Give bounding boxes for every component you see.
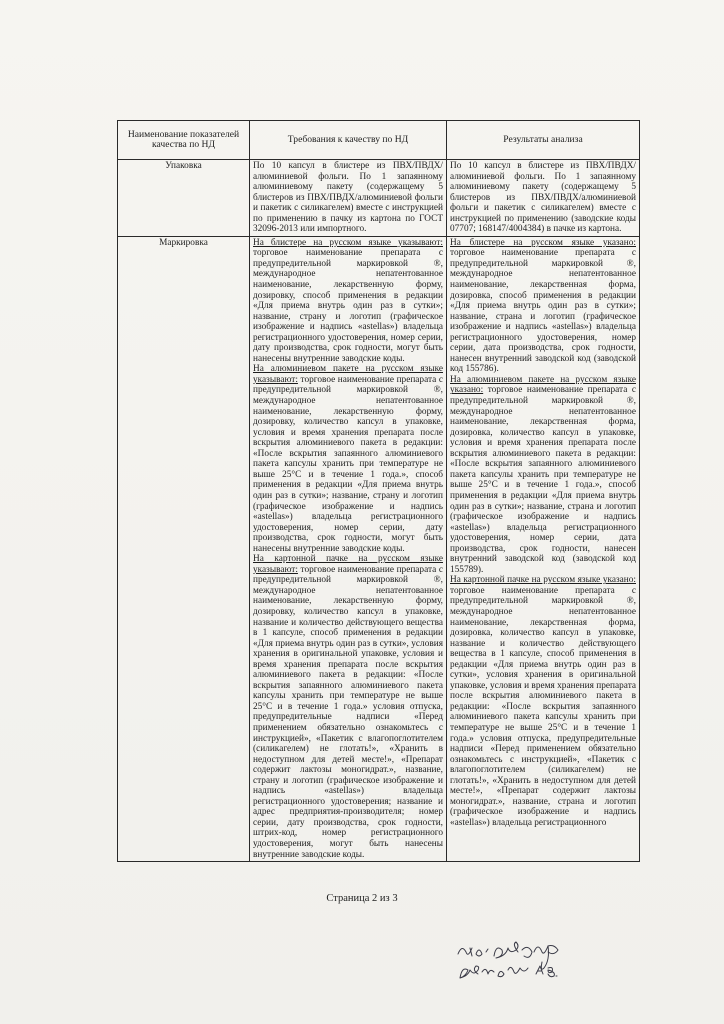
result-pouch-block (450, 375, 636, 575)
header-results: Результаты анализа (447, 121, 640, 160)
requirement-pouch-text: торговое наименование препарата с предупредительной маркировкой ®, международное непатентованное наименование, лекарственную форму, дозировку, количество капсул в упаковке, условия и время хранения препарата после вскрытия алюминиевого пакета в редакции: «После вскрытия запаянного алюминиевого пакета капсулы хранить при температуре не выше 25°С и в течение 1 года.», способ применения в редакции «Для приема внутрь один раз в сутки»; название, страну и логотип (графическое изображение и надпись «astellas») владельца регистрационного удостоверения, номер серии, дату производства, срок годности, могут быть нанесены внутренние заводские коды. (253, 374, 443, 554)
requirement-pouch-block (253, 364, 443, 554)
table-row-marking (118, 236, 640, 861)
result-packaging (447, 160, 640, 237)
requirement-carton-block (253, 554, 443, 860)
header-indicator: Наименование показателей качества по НД (118, 121, 250, 160)
requirement-blister-heading: На блистере на русском языке указывают: (253, 237, 443, 248)
result-carton-block (450, 575, 636, 828)
page-number: Страница 2 из 3 (326, 893, 398, 904)
requirement-marking (250, 236, 447, 861)
requirement-blister-text: торговое наименование препарата с предупредительной маркировкой ®, международное непатентованное наименование, лекарственную форму, дозировку, способ применения в редакции «Для приема внутрь один раз в сутки»; название, страну и логотип (графическое изображение и надпись «astellas») владельца регистрационного удостоверения, номер серии, дату производства, срок годности, могут быть нанесены внутренние заводские коды. (253, 248, 443, 364)
result-packaging-text: По 10 капсул в блистере из ПВХ/ПВДХ/алюминиевой фольги. По 1 запаянному алюминиевому пакету (содержащему 5 блистеров из ПВХ/ПВДХ/алюминиевой фольги и пакетик с силикагелем) вместе с инструкцией по применению (заводские коды 07707; 168147/4004384) в пачке из картона. (450, 161, 636, 235)
quality-analysis-table (117, 120, 640, 862)
result-pouch-heading: На алюминиевом пакете на русском языке указано: (450, 374, 636, 396)
requirement-carton-text: торговое наименование препарата с предупредительной маркировкой ®, международное непатентованное наименование, лекарственную форму, дозировку, количество капсул в упаковке, название и количество действующего вещества в 1 капсуле, способ применения в редакции «Для приема внутрь один раз в сутки», условия хранения в оригинальной упаковке, условия и время хранения препарата после вскрытия алюминиевого пакета в редакции: «После вскрытия запаянного алюминиевого пакета капсулы хранить при температуре не выше 25°С и в течение 1 года.» условия отпуска, предупредительные надписи «Перед применением обязательно ознакомьтесь с инструкцией», «Пакетик с влагопоглотителем (силикагелем) не глотать!», «Хранить в недоступном для детей месте!», «Препарат содержит лактозы моногидрат.», название, страну и логотип (графическое изображение и надпись «astellas») владельца регистрационного удостоверения; название и адрес предприятия-производителя; номер серии, дату производства, срок годности, штрих-код, номер регистрационного удостоверения, могут быть нанесены внутренние заводские коды. (253, 564, 443, 860)
header-requirements: Требования к качеству по НД (250, 121, 447, 160)
result-carton-text: торговое наименование препарата с предупредительной маркировкой ®, международное непатентованное наименование, лекарственная форма, дозировка, количество капсул в упаковке, название и количество действующего вещества в 1 капсуле, способ применения в редакции «Для приема внутрь один раз в сутки», условия хранения в оригинальной упаковке, условия и время хранения препарата после вскрытия алюминиевого пакета в редакции: «После вскрытия запаянного алюминиевого пакета капсулы хранить при температуре не выше 25°С и в течение 1 года.» условия отпуска, предупредительные надписи «Перед применением обязательно ознакомьтесь с инструкцией», «Пакетик с влагопоглотителем (силикагелем) не глотать!», «Хранить в недоступном для детей месте!», «Препарат содержит лактозы моногидрат.», название, страна и логотип (графическое изображение и надпись «astellas») владельца регистрационного (450, 585, 636, 828)
indicator-marking: Маркировка (118, 236, 250, 861)
result-blister-heading: На блистере на русском языке указано: (450, 237, 636, 248)
table-row-packaging (118, 160, 640, 237)
result-blister-text: торговое наименование препарата с предупредительной маркировкой ®, международное непатентованное наименование, лекарственная форма, дозировка, способ применения в редакции «Для приема внутрь один раз в сутки»; название, страна и логотип (графическое изображение и надпись «astellas») владельца регистрационного удостоверения, номер серии, дата производства, срок годности, нанесен внутренний заводской код (заводской код 155786). (450, 248, 636, 375)
handwritten-signature (452, 934, 592, 988)
table-header-row (118, 121, 640, 160)
result-carton-heading: На картонной пачке на русском языке указано: (450, 575, 636, 586)
result-marking (447, 236, 640, 861)
requirement-carton-heading: На картонной пачке на русском языке указывают: (253, 554, 443, 575)
requirement-packaging (250, 160, 447, 237)
requirement-pouch-heading: На алюминиевом пакете на русском языке указывают: (253, 364, 443, 385)
requirement-blister-block (253, 238, 443, 365)
result-blister-block (450, 238, 636, 375)
requirement-packaging-text: По 10 капсул в блистере из ПВХ/ПВДХ/алюминиевой фольги. По 1 запаянному алюминиевому пакету (содержащему 5 блистеров из ПВХ/ПВДХ/алюминиевой фольги и пакетик с силикагелем) вместе с инструкцией по применению в пачку из картона по ГОСТ 32096-2013 или импортного. (253, 161, 443, 235)
result-pouch-text: торговое наименование препарата с предупредительной маркировкой ®, международное непатентованное наименование, лекарственная форма, дозировка, количество капсул в упаковке, условия и время хранения препарата после вскрытия алюминиевого пакета в редакции: «После вскрытия запаянного алюминиевого пакета капсулы хранить при температуре не выше 25°С и в течение 1 года.», способ применения в редакции «Для приема внутрь один раз в сутки»; название, страна и логотип (графическое изображение и надпись «astellas») владельца регистрационного удостоверения, номер серии, дата производства, срок годности, нанесен внутренний заводской код (заводской код 155789). (450, 385, 637, 575)
indicator-packaging: Упаковка (118, 160, 250, 237)
